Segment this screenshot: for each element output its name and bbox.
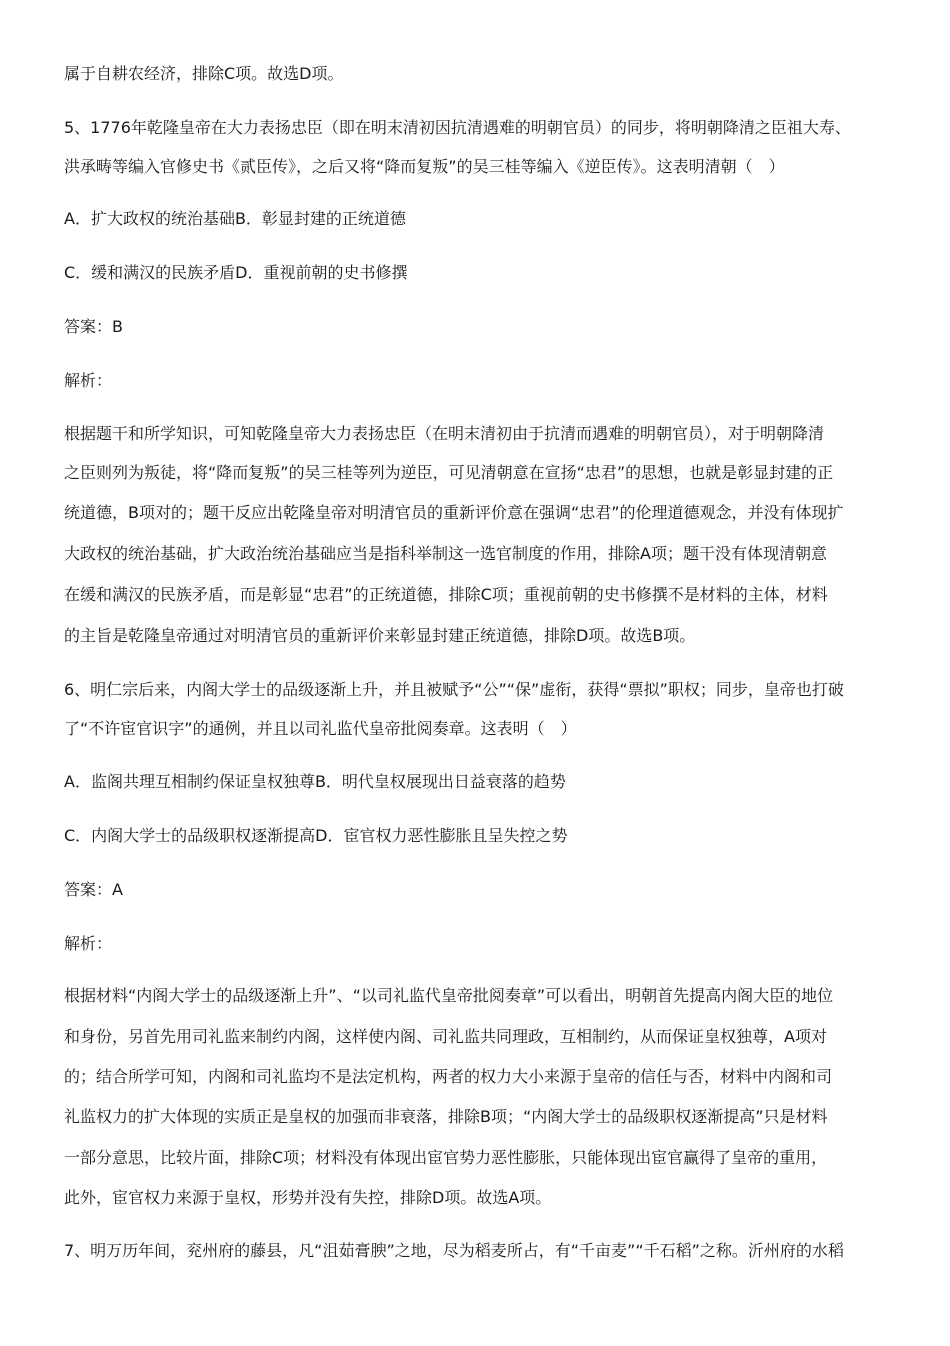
question-6-analysis-line: 的；结合所学可知，内阁和司礼监均不是法定机构，两者的权力大小来源于皇帝的信任与否，材料中内阁和司 — [64, 1067, 833, 1086]
question-6-answer: 答案：A — [64, 880, 123, 899]
question-6-analysis-line: 礼监权力的扩大体现的实质正是皇权的加强而非衰落，排除B项；“内阁大学士的品级职权逐渐提高”只是材料 — [64, 1107, 828, 1126]
question-6-stem-line-2: 了“不许宦官识字”的通例，并且以司礼监代皇帝批阅奏章。这表明（ ） — [64, 719, 577, 738]
question-6-analysis-line: 和身份，另首先用司礼监来制约内阁，这样使内阁、司礼监共同理政，互相制约，从而保证皇权独尊，A项对 — [64, 1027, 827, 1046]
question-5-analysis-label: 解析： — [64, 371, 113, 390]
question-5-analysis-line: 根据题干和所学知识，可知乾隆皇帝大力表扬忠臣（在明末清初由于抗清而遇难的明朝官员），对于明朝降清 — [64, 424, 825, 443]
question-5-options-ab: A．扩大政权的统治基础B．彰显封建的正统道德 — [64, 209, 406, 228]
question-6-analysis-label: 解析： — [64, 934, 113, 953]
question-5-analysis-line: 的主旨是乾隆皇帝通过对明清官员的重新评价来彰显封建正统道德，排除D项。故选B项。 — [64, 626, 696, 645]
question-6-options-ab: A．监阁共理互相制约保证皇权独尊B．明代皇权展现出日益衰落的趋势 — [64, 772, 566, 791]
question-5-analysis-line: 在缓和满汉的民族矛盾，而是彰显“忠君”的正统道德，排除C项；重视前朝的史书修撰不是材料的主体，材料 — [64, 585, 828, 604]
question-6-analysis-line: 此外，宦官权力来源于皇权，形势并没有失控，排除D项。故选A项。 — [64, 1188, 552, 1207]
question-5-options-cd: C．缓和满汉的民族矛盾D．重视前朝的史书修撰 — [64, 263, 408, 282]
question-6-options-cd: C．内阁大学士的品级职权逐渐提高D．宦官权力恶性膨胀且呈失控之势 — [64, 826, 568, 845]
question-5-stem-line-1: 5、1776年乾隆皇帝在大力表扬忠臣（即在明末清初因抗清遇难的明朝官员）的同步，将明朝降清之臣祖大寿、 — [64, 118, 851, 137]
text-line: 属于自耕农经济，排除C项。故选D项。 — [64, 64, 344, 83]
question-6-analysis-line: 根据材料“内阁大学士的品级逐渐上升”、“以司礼监代皇帝批阅奏章”可以看出，明朝首先提高内阁大臣的地位 — [64, 986, 834, 1005]
question-5-answer: 答案：B — [64, 317, 123, 336]
question-6-stem-line-1: 6、明仁宗后来，内阁大学士的品级逐渐上升，并且被赋予“公”“保”虚衔，获得“票拟”职权；同步，皇帝也打破 — [64, 680, 844, 699]
question-5-analysis-line: 大政权的统治基础，扩大政治统治基础应当是指科举制这一选官制度的作用，排除A项；题干没有体现清朝意 — [64, 544, 827, 563]
question-6-analysis-line: 一部分意思，比较片面，排除C项；材料没有体现出宦官势力恶性膨胀，只能体现出宦官赢得了皇帝的重用， — [64, 1148, 828, 1167]
question-5-analysis-line: 之臣则列为叛徒，将“降而复叛”的吴三桂等列为逆臣，可见清朝意在宣扬“忠君”的思想，也就是彰显封建的正 — [64, 463, 834, 482]
question-7-stem-line-1: 7、明万历年间，兖州府的藤县，凡“沮茹膏腴”之地，尽为稻麦所占，有“千亩麦”“千石稻”之称。沂州府的水稻 — [64, 1241, 844, 1260]
question-5-stem-line-2: 洪承畴等编入官修史书《贰臣传》，之后又将“降而复叛”的吴三桂等编入《逆臣传》。这表明清朝（ ） — [64, 157, 785, 176]
question-5-analysis-line: 统道德，B项对的；题干反应出乾隆皇帝对明清官员的重新评价意在强调“忠君”的伦理道德观念，并没有体现扩 — [64, 503, 844, 522]
